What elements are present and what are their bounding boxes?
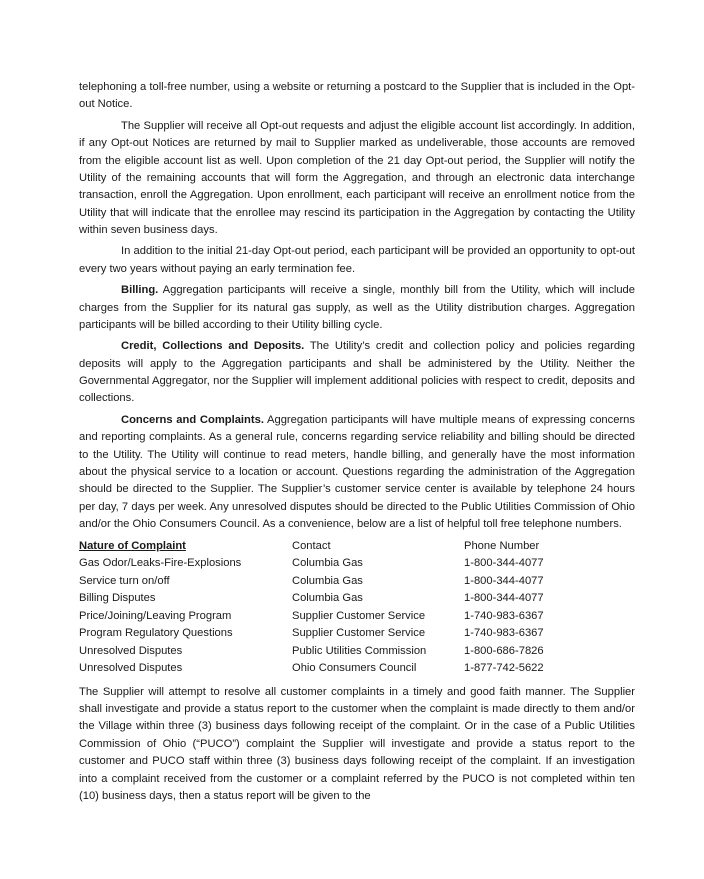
phone-cell: 1-800-344-4077 xyxy=(464,574,544,587)
phone-cell: 1-800-344-4077 xyxy=(464,557,544,570)
billing-text: Aggregation participants will receive a single, monthly bill from the Utility, which will include charges from the Supplier for its natural gas supply, as well as the Utility distribution charges. Aggregation participants will be billed according to their Utility billing cycle. xyxy=(79,284,635,331)
phone-cell: 1-877-742-5622 xyxy=(464,662,544,675)
phone-cell: 1-800-344-4077 xyxy=(464,592,544,605)
paragraph-opt-out-processing: The Supplier will receive all Opt-out requests and adjust the eligible account list accordingly. In addition, if any Opt-out Notices are returned by mail to Supplier marked as undeliverable, those accounts are removed from the eligible account list as well. Upon completion of the 21 day Opt-out period, the Supplier will notify the Utility of the remaining accounts that will form the Aggregation, and through an electronic data interchange transaction, enroll the Aggregation. Upon enrollment, each participant will receive an enrollment notice from the Utility that will indicate that the enrollee may rescind its participation in the Aggregation by contacting the Utility within seven business days. xyxy=(79,119,635,237)
table-row xyxy=(79,660,599,678)
complaints-text: Aggregation participants will have multiple means of expressing concerns and reporting complaints. As a general rule, concerns regarding service reliability and billing should be directed to the Utility. The Utility will continue to read meters, handle billing, and generally have the most information about the physical service to a location or account. Questions regarding the administration of the Aggregation should be directed to the Supplier. The Supplier’s customer service center is available by telephone 24 hours per day, 7 days per week. Any unresolved disputes should be directed to the Public Utilities Commission of Ohio and/or the Ohio Consumers Council. As a convenience, below are a list of helpful toll free telephone numbers. xyxy=(79,413,635,531)
complaints-heading: Concerns and Complaints. xyxy=(121,413,264,426)
paragraph-complaint-resolution: The Supplier will attempt to resolve all customer complaints in a timely and good faith manner. The Supplier shall investigate and provide a status report to the customer when the complaint is made directly to them and/or the Village within three (3) business days following receipt of the complaint. Or in the case of a Public Utilities Commission of Ohio (“PUCO”) complaint the Supplier will investigate and provide a status report to the customer and PUCO staff within three (3) business days following receipt of the complaint. If an investigation into a complaint received from the customer or a complaint referred by the PUCO is not completed within ten (10) business days, then a status report will be given to the xyxy=(79,685,635,803)
phone-cell: 1-740-983-6367 xyxy=(464,627,544,640)
table-header-row xyxy=(79,538,599,556)
table-row xyxy=(79,555,599,573)
complaint-cell: Unresolved Disputes xyxy=(79,662,183,675)
header-contact: Contact xyxy=(292,539,331,552)
paragraph-billing xyxy=(79,282,635,334)
contact-cell: Columbia Gas xyxy=(292,557,363,570)
paragraph-opt-out-period: In addition to the initial 21-day Opt-out period, each participant will be provided an opportunity to opt-out every two years without paying an early termination fee. xyxy=(79,245,635,275)
header-nature-of-complaint: Nature of Complaint xyxy=(79,539,186,552)
contact-cell: Supplier Customer Service xyxy=(292,609,426,622)
complaint-cell: Gas Odor/Leaks-Fire-Explosions xyxy=(79,557,242,570)
header-phone-number: Phone Number xyxy=(464,539,540,552)
table-row xyxy=(79,590,599,608)
contact-cell: Columbia Gas xyxy=(292,592,363,605)
complaint-cell: Price/Joining/Leaving Program xyxy=(79,609,232,622)
table-row xyxy=(79,643,599,661)
credit-text: The Utility’s credit and collection policy and policies regarding deposits will apply to the Aggregation participants and shall be administered by the Utility. Neither the Governmental Aggregator, nor the Supplier will implement additional policies with respect to credit, deposits and collections. xyxy=(79,340,635,405)
phone-cell: 1-740-983-6367 xyxy=(464,609,544,622)
table-row xyxy=(79,625,599,643)
contact-cell: Supplier Customer Service xyxy=(292,627,426,640)
complaint-cell: Unresolved Disputes xyxy=(79,644,183,657)
contact-table xyxy=(79,538,599,678)
paragraph-credit xyxy=(79,338,635,408)
billing-heading: Billing. xyxy=(121,284,159,297)
paragraph-opt-out-methods: telephoning a toll-free number, using a website or returning a postcard to the Supplier that is included in the Opt-out Notice. xyxy=(79,81,635,111)
table-row xyxy=(79,608,599,626)
contact-cell: Public Utilities Commission xyxy=(292,644,427,657)
credit-heading: Credit, Collections and Deposits. xyxy=(121,340,305,353)
document-page xyxy=(79,79,635,809)
contact-cell: Columbia Gas xyxy=(292,574,363,587)
complaint-cell: Service turn on/off xyxy=(79,574,170,587)
complaint-cell: Billing Disputes xyxy=(79,592,156,605)
phone-cell: 1-800-686-7826 xyxy=(464,644,544,657)
paragraph-complaints xyxy=(79,412,635,534)
table-row xyxy=(79,573,599,591)
complaint-cell: Program Regulatory Questions xyxy=(79,627,233,640)
contact-cell: Ohio Consumers Council xyxy=(292,662,417,675)
